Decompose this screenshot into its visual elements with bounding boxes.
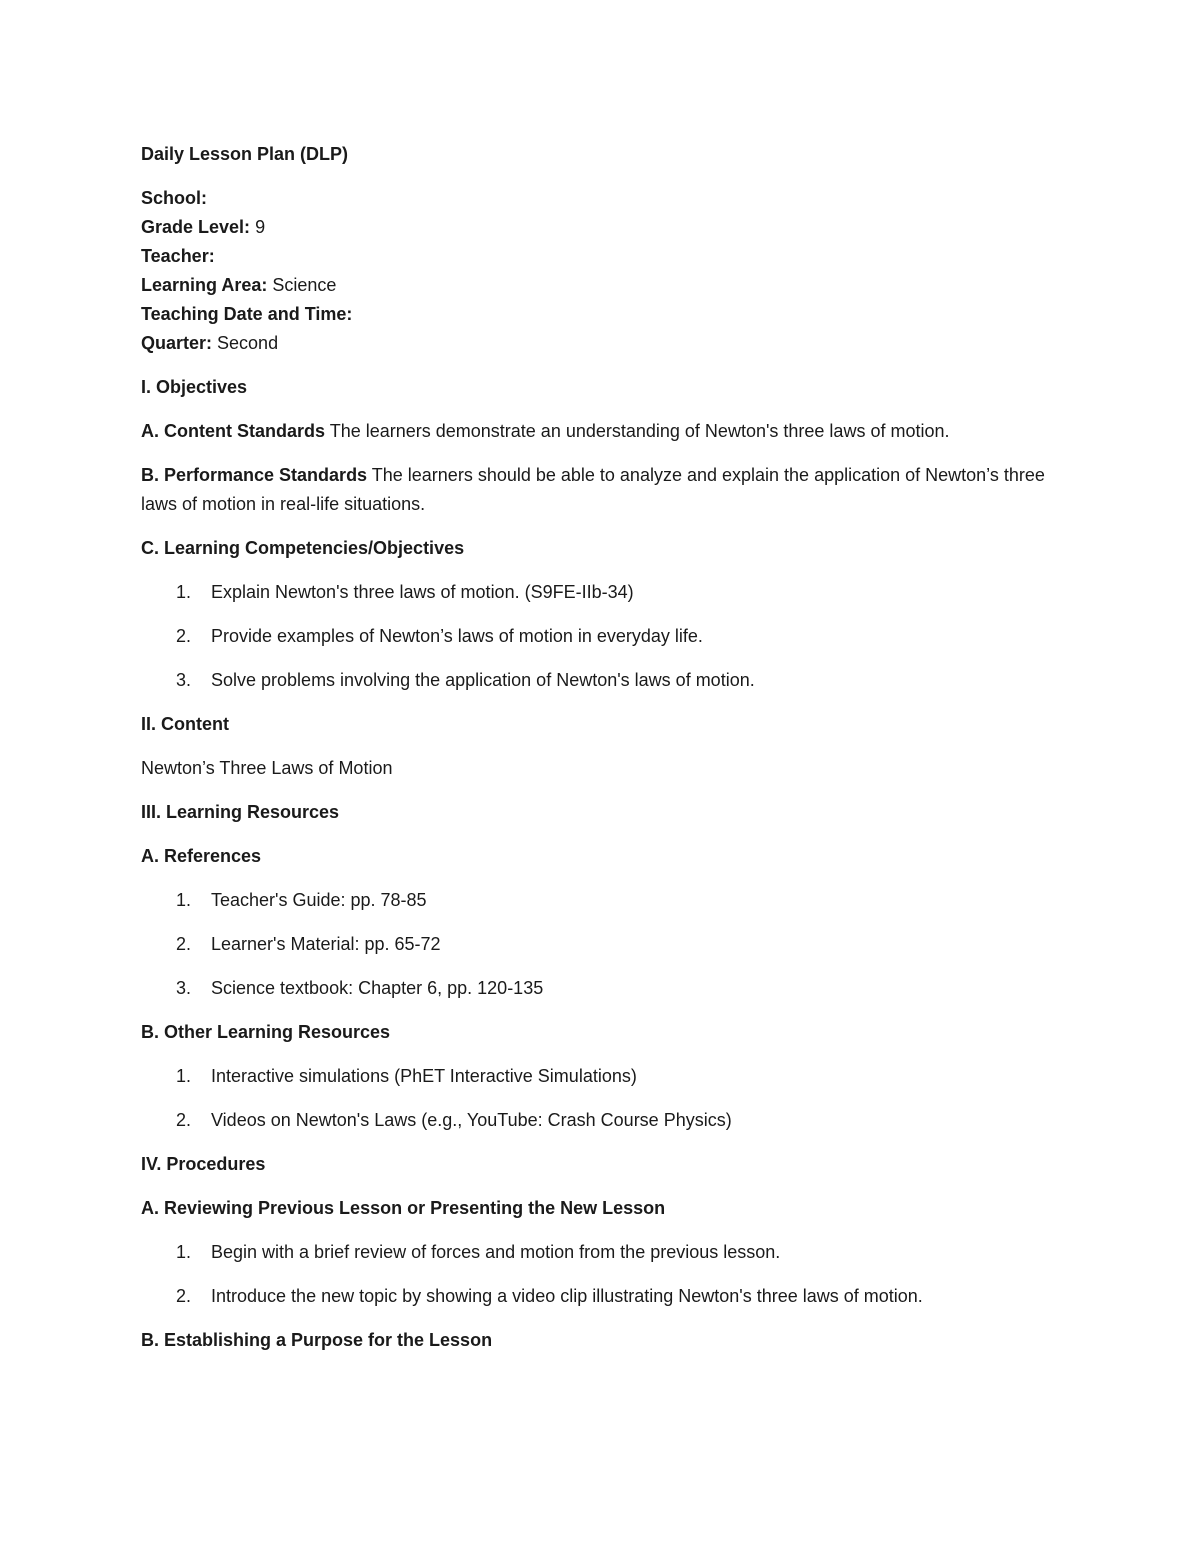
list-number: 3.	[176, 978, 192, 998]
content-standards	[141, 417, 1050, 446]
list-item-text: Explain Newton's three laws of motion. (S9FE-IIb-34)	[211, 582, 634, 602]
meta-label: Teaching Date and Time:	[141, 304, 353, 324]
document-title: Daily Lesson Plan (DLP)	[141, 144, 349, 164]
content-standards-text: The learners demonstrate an understanding of Newton's three laws of motion.	[329, 421, 950, 441]
list-item	[141, 1238, 1050, 1267]
purpose-heading: B. Establishing a Purpose for the Lesson	[141, 1330, 493, 1350]
meta-label: Learning Area:	[141, 275, 268, 295]
list-item-text: Provide examples of Newton’s laws of motion in everyday life.	[211, 626, 703, 646]
meta-teaching-date	[141, 300, 1050, 329]
list-item-text: Videos on Newton's Laws (e.g., YouTube: Crash Course Physics)	[211, 1110, 732, 1130]
procedures-heading: IV. Procedures	[141, 1154, 266, 1174]
list-number: 1.	[176, 890, 192, 910]
list-number: 1.	[176, 1242, 192, 1262]
list-item	[141, 578, 1050, 607]
reviewing-list	[141, 1238, 1050, 1311]
meta-value: 9	[255, 217, 266, 237]
meta-quarter	[141, 329, 1050, 358]
list-number: 2.	[176, 1110, 192, 1130]
meta-value: Second	[217, 333, 279, 353]
meta-label: Grade Level:	[141, 217, 251, 237]
references-list	[141, 886, 1050, 1003]
list-number: 2.	[176, 1286, 192, 1306]
competencies-list	[141, 578, 1050, 695]
performance-standards	[141, 461, 1050, 519]
references-heading: A. References	[141, 846, 262, 866]
reviewing-heading: A. Reviewing Previous Lesson or Presenting the New Lesson	[141, 1198, 666, 1218]
meta-learning-area	[141, 271, 1050, 300]
list-item-text: Learner's Material: pp. 65-72	[211, 934, 441, 954]
lesson-meta	[141, 184, 1050, 358]
list-number: 1.	[176, 582, 192, 602]
other-resources-heading: B. Other Learning Resources	[141, 1022, 391, 1042]
list-item-text: Solve problems involving the application of Newton's laws of motion.	[211, 670, 755, 690]
competencies-heading: C. Learning Competencies/Objectives	[141, 538, 465, 558]
meta-label: Quarter:	[141, 333, 213, 353]
content-standards-label: A. Content Standards	[141, 421, 326, 441]
list-item	[141, 974, 1050, 1003]
list-number: 2.	[176, 934, 192, 954]
objectives-heading: I. Objectives	[141, 377, 248, 397]
list-number: 2.	[176, 626, 192, 646]
list-item	[141, 1282, 1050, 1311]
list-number: 1.	[176, 1066, 192, 1086]
list-number: 3.	[176, 670, 192, 690]
meta-teacher	[141, 242, 1050, 271]
resources-heading: III. Learning Resources	[141, 802, 340, 822]
list-item	[141, 622, 1050, 651]
list-item-text: Teacher's Guide: pp. 78-85	[211, 890, 427, 910]
meta-school	[141, 184, 1050, 213]
list-item	[141, 930, 1050, 959]
list-item-text: Begin with a brief review of forces and motion from the previous lesson.	[211, 1242, 781, 1262]
list-item	[141, 1106, 1050, 1135]
meta-value: Science	[272, 275, 337, 295]
list-item	[141, 1062, 1050, 1091]
performance-standards-text: The learners should be able to analyze and explain the application of Newton’s three laws of motion in real-life situations.	[141, 465, 1045, 514]
list-item-text: Science textbook: Chapter 6, pp. 120-135	[211, 978, 544, 998]
content-heading: II. Content	[141, 714, 229, 734]
meta-label: Teacher:	[141, 246, 215, 266]
other-resources-list	[141, 1062, 1050, 1135]
list-item	[141, 666, 1050, 695]
list-item	[141, 886, 1050, 915]
list-item-text: Interactive simulations (PhET Interactive Simulations)	[211, 1066, 637, 1086]
meta-label: School:	[141, 188, 207, 208]
meta-grade-level	[141, 213, 1050, 242]
performance-standards-label: B. Performance Standards	[141, 465, 368, 485]
content-text: Newton’s Three Laws of Motion	[141, 758, 393, 778]
list-item-text: Introduce the new topic by showing a video clip illustrating Newton's three laws of motion.	[211, 1286, 923, 1306]
